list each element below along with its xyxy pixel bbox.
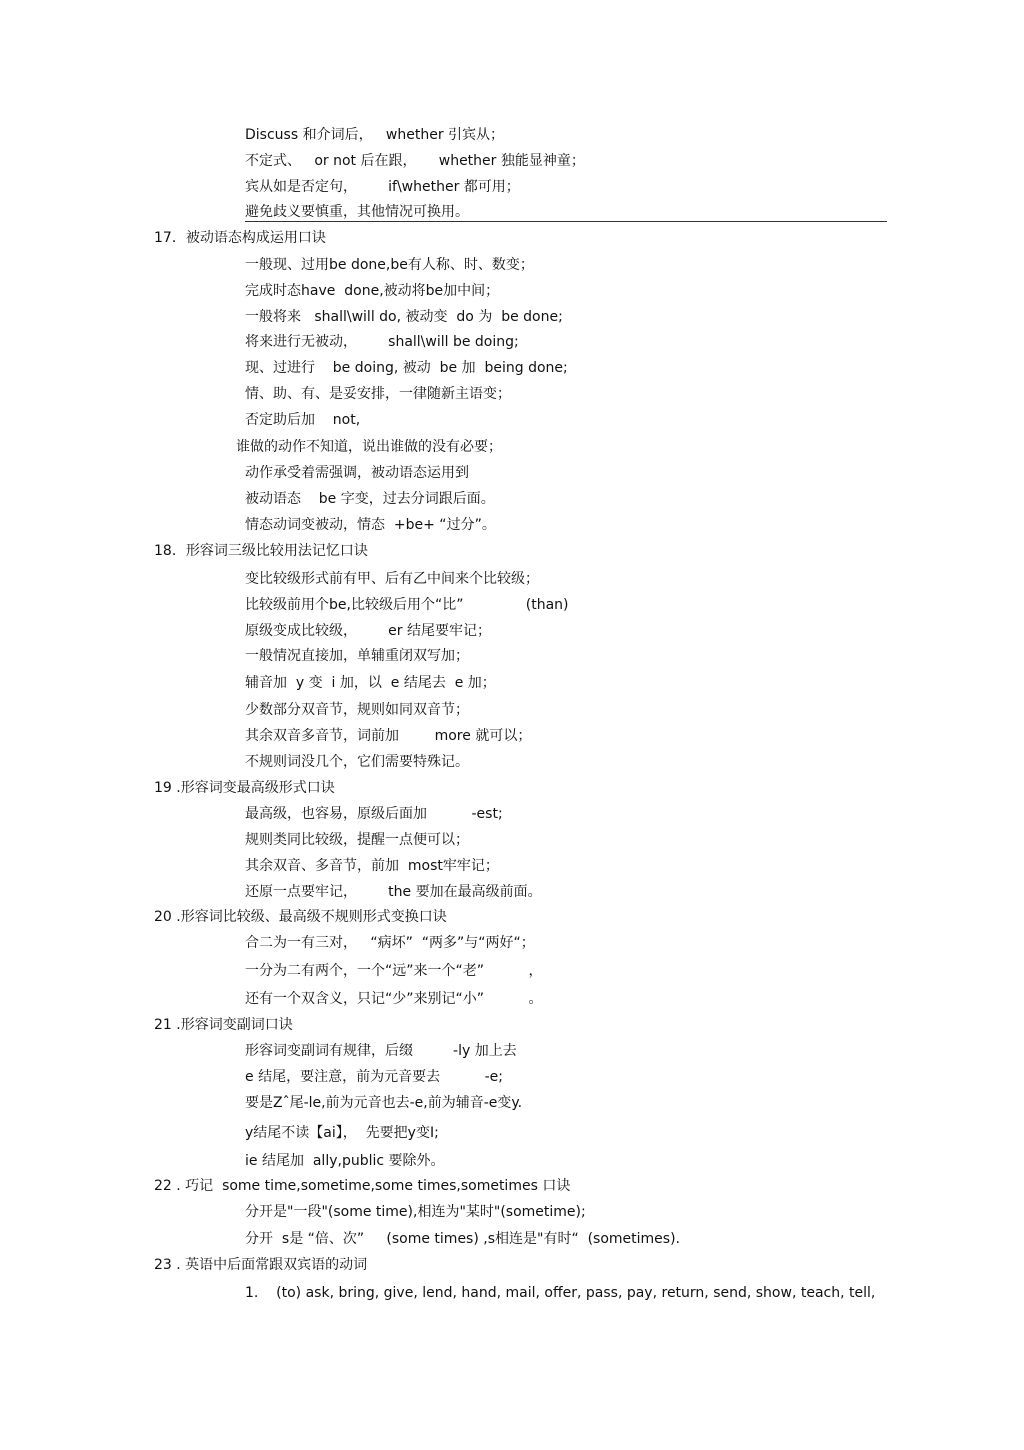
text-line: 否定助后加 not, xyxy=(245,412,361,428)
text-line: 形容词变副词有规律，后缀 -ly 加上去 xyxy=(245,1043,517,1059)
text-line: 变比较级形式前有甲、后有乙中间来个比较级； xyxy=(245,571,539,587)
text-line: ie 结尾加 ally,public 要除外。 xyxy=(245,1153,445,1169)
text-line: 不规则词没几个，它们需要特殊记。 xyxy=(245,754,469,770)
section-heading: 20 .形容词比较级、最高级不规则形式变换口诀 xyxy=(154,909,447,925)
text-line: 宾从如是否定句， if\whether 都可用； xyxy=(245,179,520,195)
text-line: 合二为一有三对， “病坏” “两多”与“两好“； xyxy=(245,935,535,951)
text-line: 避免歧义要慎重，其他情况可换用。 xyxy=(245,204,469,220)
text-line: 一分为二有两个，一个“远”来一个“老” ， xyxy=(245,963,543,979)
text-line: 将来进行无被动， shall\will be doing; xyxy=(245,334,519,350)
text-line: 一般现、过用be done,be有人称、时、数变； xyxy=(245,257,534,273)
text-line: e 结尾，要注意，前为元音要去 -e; xyxy=(245,1069,503,1085)
section-heading: 23 . 英语中后面常跟双宾语的动词 xyxy=(154,1257,368,1273)
text-line: 分开是"一段"(some time),相连为"某时"(sometime); xyxy=(245,1204,586,1220)
text-line: 1. (to) ask, bring, give, lend, hand, mail, offer, pass, pay, return, send, show, teach, tell, xyxy=(245,1285,876,1301)
text-line: 谁做的动作不知道，说出谁做的没有必要； xyxy=(236,439,502,455)
text-line: 原级变成比较级， er 结尾要牢记； xyxy=(245,623,491,639)
text-line: 不定式、 or not 后在跟， whether 独能显神童； xyxy=(245,153,585,169)
section-heading: 18．形容词三级比较用法记忆口诀 xyxy=(154,543,368,559)
text-line: 动作承受着需强调，被动语态运用到 xyxy=(245,465,469,481)
section-heading: 19 .形容词变最高级形式口诀 xyxy=(154,780,335,796)
text-line: 辅音加 y 变 i 加，以 e 结尾去 e 加； xyxy=(245,675,496,691)
text-line: 其余双音多音节，词前加 more 就可以； xyxy=(245,728,532,744)
text-line: 情、助、有、是妥安排，一律随新主语变； xyxy=(245,386,511,402)
horizontal-rule xyxy=(245,221,887,222)
text-line: 完成时态have done,被动将be加中间； xyxy=(245,283,500,299)
text-line: 现、过进行 be doing, 被动 be 加 being done; xyxy=(245,360,568,376)
text-line: 一般将来 shall\will do, 被动变 do 为 be done; xyxy=(245,309,563,325)
text-line: y结尾不读【ai】， 先要把y变I; xyxy=(245,1125,439,1141)
text-line: 被动语态 be 字变，过去分词跟后面。 xyxy=(245,491,495,507)
section-heading: 17．被动语态构成运用口诀 xyxy=(154,230,326,246)
section-heading: 21 .形容词变副词口诀 xyxy=(154,1017,293,1033)
text-line: Discuss 和介词后， whether 引宾从； xyxy=(245,127,505,143)
text-line: 规则类同比较级，提醒一点便可以； xyxy=(245,832,469,848)
text-line: 分开 s是 “倍、次” (some times) ,s相连是"有时“ (sometimes). xyxy=(245,1231,681,1247)
text-line: 一般情况直接加，单辅重闭双写加； xyxy=(245,648,469,664)
text-line: 还原一点要牢记， the 要加在最高级前面。 xyxy=(245,884,542,900)
text-line: 还有一个双含义，只记“少”来别记“小” 。 xyxy=(245,991,543,1007)
text-line: 情态动词变被动，情态 +be+ “过分”。 xyxy=(245,517,496,533)
text-line: 其余双音、多音节，前加 most牢牢记； xyxy=(245,858,499,874)
text-line: 比较级前用个be,比较级后用个“比” (than) xyxy=(245,597,569,613)
text-line: 最高级，也容易，原级后面加 -est; xyxy=(245,806,503,822)
text-line: 要是Zˆ尾-le,前为元音也去-e,前为辅音-e变y. xyxy=(245,1095,523,1111)
section-heading: 22 . 巧记 some time,sometime,some times,sometimes 口诀 xyxy=(154,1178,571,1194)
text-line: 少数部分双音节，规则如同双音节； xyxy=(245,702,469,718)
